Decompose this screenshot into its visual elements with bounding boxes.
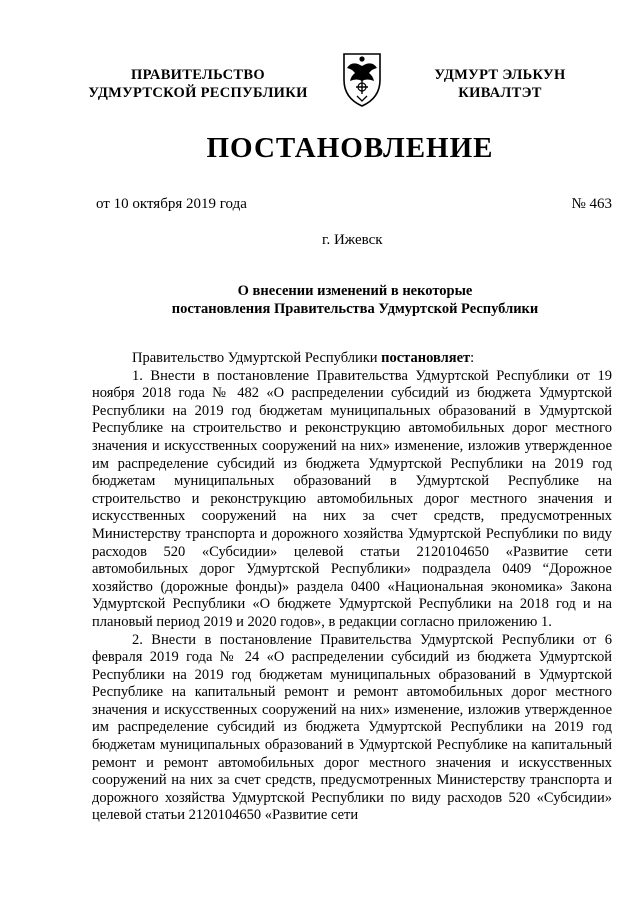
- intro-paragraph: [92, 350, 612, 368]
- government-name-line2: УДМУРТСКОЙ РЕСПУБЛИКИ: [88, 85, 308, 101]
- subject-line2: постановления Правительства Удмуртской Республики: [171, 301, 539, 317]
- intro-text: Правительство Удмуртской Республики: [132, 350, 382, 366]
- udmurt-name-line2: КИВАЛТЭТ: [458, 85, 542, 101]
- udmurt-name-line1: УДМУРТ ЭЛЬКУН: [434, 67, 566, 83]
- government-name-russian: [86, 66, 310, 102]
- document-date: от 10 октября 2019 года: [96, 196, 247, 212]
- government-name-line1: ПРАВИТЕЛЬСТВО: [131, 67, 265, 83]
- government-name-udmurt: [420, 66, 580, 102]
- item-2-paragraph: 2. Внести в постановление Правительства Удмуртской Республики от 6 февраля 2019 года № 24 «О распределении субсидий из бюджета Удмуртской Республики на 2019 год бюджетам муниципальных образований в Удмуртской Республике на капитальный ремонт и ремонт автомобильных дорог местного значения и искусственных сооружений на них» изменение, изложив утвержденное им распределение субсидий из бюджета Удмуртской Республики на 2019 год бюджетам муниципальных образований в Удмуртской Республике на капитальный ремонт и ремонт автомобильных дорог местного значения и искусственных сооружений на них за счет средств, предусмотренных Министерству транспорта и дорожного хозяйства Удмуртской Республики по виду расходов 520 «Субсидии» целевой статьи 2120104650 «Развитие сети: [92, 631, 612, 824]
- coat-of-arms-icon: [339, 50, 385, 108]
- document-number: № 463: [571, 196, 612, 212]
- intro-end: :: [470, 350, 475, 366]
- document-city: г. Ижевск: [322, 232, 383, 248]
- document-title: ПОСТАНОВЛЕНИЕ: [206, 132, 494, 164]
- document-body: [92, 350, 612, 825]
- subject-line1: О внесении изменений в некоторые: [237, 283, 473, 299]
- item-1-paragraph: 1. Внести в постановление Правительства Удмуртской Республики от 19 ноября 2018 года № 482 «О распределении субсидий из бюджета Удмуртской Республики на 2019 год бюджетам муниципальных образований в Удмуртской Республике на строительство и реконструкцию автомобильных дорог местного значения и искусственных сооружений на них» изменение, изложив утвержденное им распределение субсидий из бюджета Удмуртской Республики на 2019 год бюджетам муниципальных образований в Удмуртской Республике на строительство и реконструкцию автомобильных дорог местного значения и искусственных сооружений на них за счет средств, предусмотренных Министерству транспорта и дорожного хозяйства Удмуртской Республики по виду расходов 520 «Субсидии» целевой статьи 2120104650 «Развитие сети автомобильных дорог Удмуртской Республики» подраздела 0409 “Дорожное хозяйство (дорожные фонды)» раздела 0400 «Национальная экономика» Закона Удмуртской Республики «О бюджете Удмуртской Республики на 2018 год и на плановый период 2019 и 2020 годов», в редакции согласно приложению 1.: [92, 367, 612, 630]
- intro-bold: постановляет: [381, 350, 471, 366]
- document-subject: [150, 282, 560, 318]
